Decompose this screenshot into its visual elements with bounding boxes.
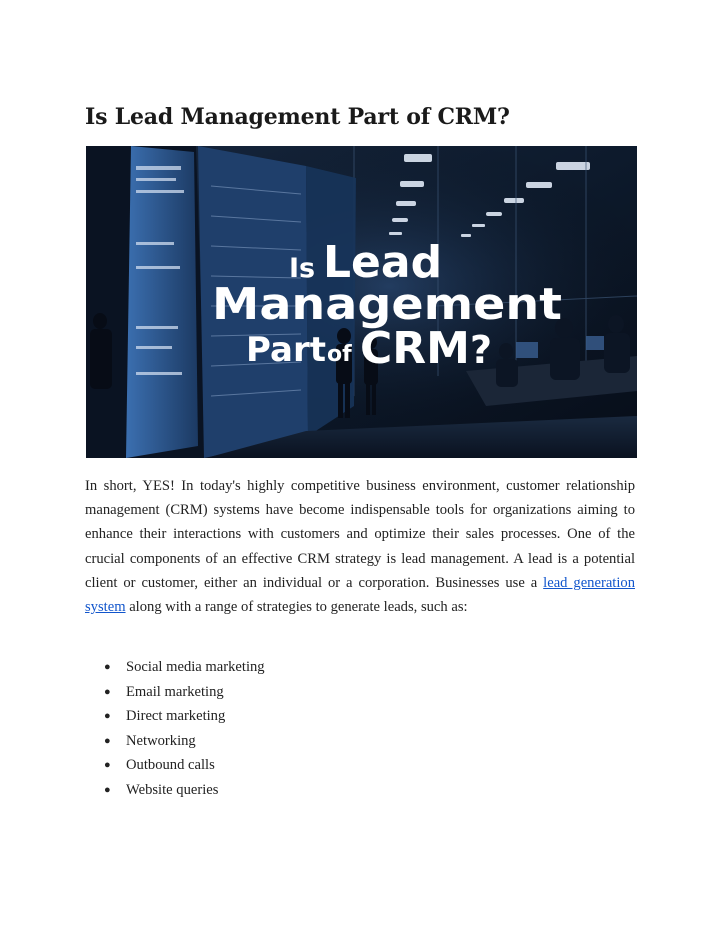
paragraph-text-before-link: In short, YES! In today's highly competitive business environment, customer relationship management (CRM) systems have become indispensable tools for organizations aiming to enhance their interactions with customers and optimize their sales processes. One of the crucial components of an effective CRM strategy is lead management. A lead is a potential client or customer, either an individual or a corporation. Businesses use a <box>85 478 635 591</box>
list-item <box>85 753 265 778</box>
list-item-label: Website queries <box>126 781 219 798</box>
lead-strategy-list <box>85 655 265 802</box>
list-item <box>85 704 265 729</box>
overlay-line3-of: of <box>327 342 352 367</box>
list-item <box>85 778 265 803</box>
overlay-line2: Management <box>212 279 562 330</box>
bullet-icon: ● <box>104 734 111 747</box>
lead-generation-system-link[interactable]: lead generation system <box>85 574 635 616</box>
bullet-icon: ● <box>104 759 111 771</box>
bullet-icon: ● <box>104 661 111 673</box>
paragraph-text-after-link: along with a range of strategies to generate leads, such as: <box>125 599 468 616</box>
overlay-line1-big: Lead <box>323 237 443 288</box>
list-item <box>85 655 265 680</box>
bullet-icon: ● <box>104 783 111 796</box>
page-title: Is Lead Management Part of CRM? <box>85 104 510 130</box>
hero-illustration <box>86 146 637 458</box>
bullet-icon: ● <box>104 685 111 698</box>
bullet-icon: ● <box>104 710 111 722</box>
list-item-label: Email marketing <box>126 683 224 700</box>
list-item-label: Outbound calls <box>126 757 215 773</box>
overlay-line3-part: Part <box>246 330 326 370</box>
intro-paragraph <box>85 474 635 619</box>
list-item-label: Social media marketing <box>126 659 265 675</box>
overlay-line1-small: Is <box>289 253 316 284</box>
hero-image <box>86 146 637 458</box>
list-item-label: Direct marketing <box>126 708 226 724</box>
list-item-label: Networking <box>126 732 196 749</box>
overlay-line3-question: ? <box>470 328 493 372</box>
list-item <box>85 680 265 705</box>
list-item <box>85 729 265 754</box>
overlay-line3-crm: CRM <box>360 323 470 374</box>
